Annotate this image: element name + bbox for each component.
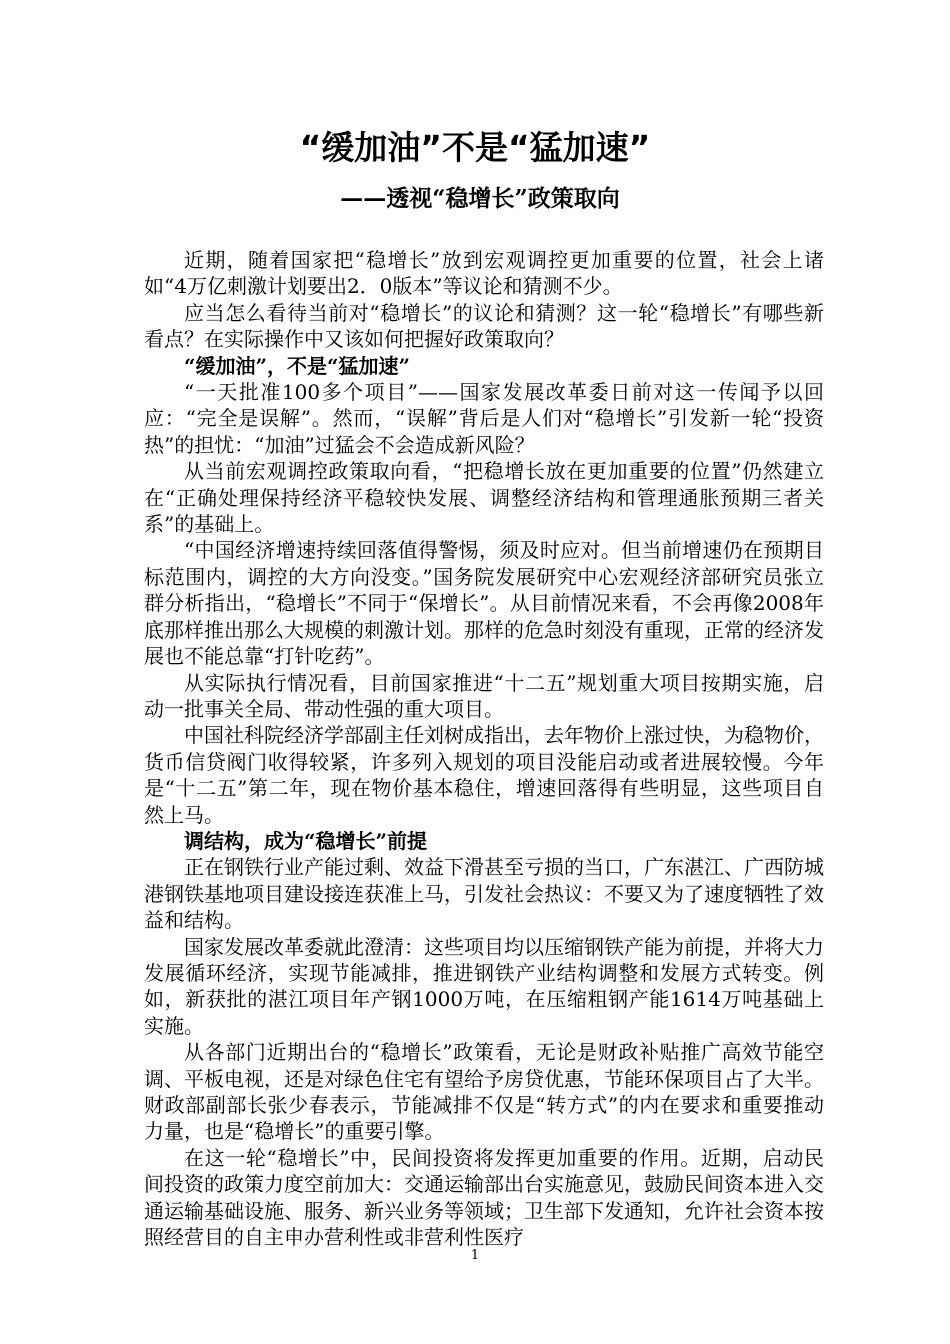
paragraph: 中国社科院经济学部副主任刘树成指出，去年物价上涨过快，为稳物价，货币信贷阀门收得较紧，许多列入规划的项目没能启动或者进展较慢。今年是“十二五”第二年，现在物价基本稳住，增速回落得有些明显，这些项目自然上马。 [144,723,824,827]
section-heading: 调结构，成为“稳增长”前提 [184,828,428,853]
paragraph: 国家发展改革委就此澄清：这些项目均以压缩钢铁产能为前提，并将大力发展循环经济，实现节能减排，推进钢铁产业结构调整和发展方式转变。例如，新获批的湛江项目年产钢1000万吨，在压缩粗钢产能1614万吨基础上实施。 [144,934,824,1038]
document-title: “缓加油”不是“猛加速” [299,128,651,167]
paragraph: 从当前宏观调控政策取向看，“把稳增长放在更加重要的位置”仍然建立在“正确处理保持经济平稳较快发展、调整经济结构和管理通胀预期三者关系”的基础上。 [144,459,824,537]
paragraph: “中国经济增速持续回落值得警惕，须及时应对。但当前增速仍在预期目标范围内，调控的大方向没变。”国务院发展研究中心宏观经济部研究员张立群分析指出，“稳增长”不同于“保增长”。从目前情况来看，不会再像2008年底那样推出那么大规模的刺激计划。那样的危急时刻没有重现，正常的经济发展也不能总靠“打针吃药”。 [144,538,824,669]
document-body [144,247,824,1250]
section-heading: “缓加油”，不是“猛加速” [184,353,411,378]
paragraph: “一天批准100多个项目”——国家发展改革委日前对这一传闻予以回应：“完全是误解”。然而，“误解”背后是人们对“稳增长”引发新一轮“投资热”的担忧：“加油”过猛会不会造成新风险？ [144,380,824,457]
document-subtitle: ——透视“稳增长”政策取向 [340,185,620,212]
paragraph: 在这一轮“稳增长”中，民间投资将发挥更加重要的作用。近期，启动民间投资的政策力度空前加大：交通运输部出台实施意见，鼓励民间资本进入交通运输基础设施、服务、新兴业务等领域；卫生部下发通知，允许社会资本按照经营目的自主申办营利性或非营利性医疗 [144,1145,824,1250]
paragraph: 从各部门近期出台的“稳增长”政策看，无论是财政补贴推广高效节能空调、平板电视，还是对绿色住宅有望给予房贷优惠，节能环保项目占了大半。财政部副部长张少春表示，节能减排不仅是“转方式”的内在要求和重要推动力量，也是“稳增长”的重要引擎。 [144,1040,824,1144]
paragraph: 近期，随着国家把“稳增长”放到宏观调控更加重要的位置，社会上诸如“4万亿刺激计划要出2．0版本”等议论和猜测不少。 [144,248,824,299]
page-number: 1 [470,1248,480,1263]
paragraph: 应当怎么看待当前对“稳增长”的议论和猜测？这一轮“稳增长”有哪些新看点？在实际操作中又该如何把握好政策取向？ [144,300,824,352]
paragraph: 正在钢铁行业产能过剩、效益下滑甚至亏损的当口，广东湛江、广西防城港钢铁基地项目建设接连获准上马，引发社会热议：不要又为了速度牺牲了效益和结构。 [144,855,824,933]
paragraph: 从实际执行情况看，目前国家推进“十二五”规划重大项目按期实施，启动一批事关全局、带动性强的重大项目。 [144,670,824,721]
